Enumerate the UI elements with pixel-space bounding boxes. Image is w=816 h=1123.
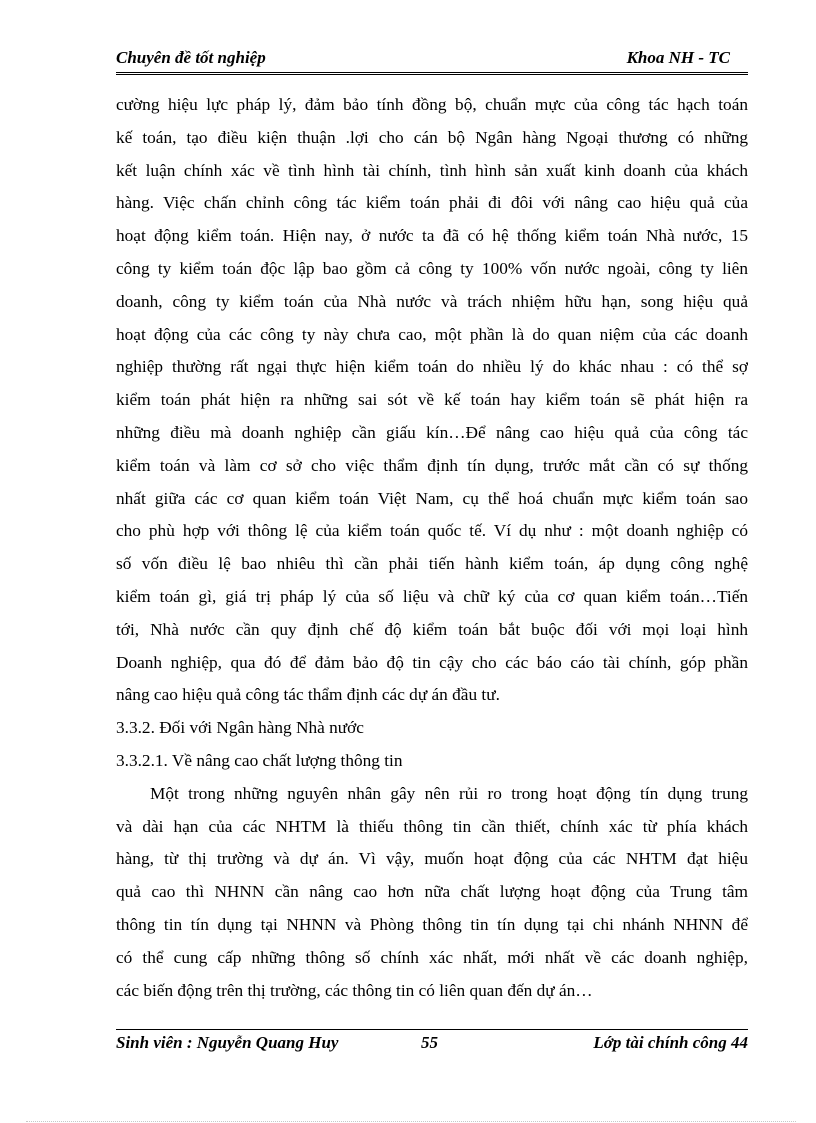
- text-line: những điều mà doanh nghiệp cần giấu kín…Để nâng cao hiệu quả của công tác: [116, 422, 748, 442]
- page-edge-divider: [26, 1121, 796, 1122]
- text-line: kết luận chính xác về tình hình tài chính, tình hình sản xuất kinh doanh của khách: [116, 160, 748, 180]
- text-line: hàng. Việc chấn chỉnh công tác kiểm toán phải đi đôi với nâng cao hiệu quả của: [116, 193, 748, 213]
- text-line: có thể cung cấp những thông số chính xác nhất, mới nhất về các doanh nghiệp,: [116, 947, 748, 967]
- header-department: Khoa NH - TC: [626, 48, 730, 67]
- text-line: Doanh nghiệp, qua đó để đảm bảo độ tin cậy cho các báo cáo tài chính, góp phần: [116, 652, 748, 672]
- text-line: hoạt động của các công ty này chưa cao, một phần là do quan niệm của các doanh: [116, 324, 748, 344]
- text-line: thông tin tín dụng tại NHNN và Phòng thông tin tín dụng tại chi nhánh NHNN để: [116, 914, 748, 934]
- text-line: cho phù hợp với thông lệ của kiểm toán quốc tế. Ví dụ như : một doanh nghiệp có: [116, 521, 748, 541]
- text-line: Một trong những nguyên nhân gây nên rủi ro trong hoạt động tín dụng trung: [150, 783, 748, 803]
- text-line: kiểm toán và làm cơ sở cho việc thẩm định tín dụng, trước mắt cần có sự thống: [116, 455, 748, 475]
- footer-student: Sinh viên : Nguyễn Quang Huy: [116, 1033, 339, 1052]
- text-line: công ty kiểm toán độc lập bao gồm cả công ty 100% vốn nước ngoài, công ty liên: [116, 258, 748, 278]
- header-title: Chuyên đề tốt nghiệp: [116, 48, 266, 67]
- text-line: kiểm toán gì, giá trị pháp lý của số liệu và chữ ký của cơ quan kiểm toán…Tiến: [116, 586, 748, 606]
- text-line: doanh, công ty kiểm toán của Nhà nước và trách nhiệm hữu hạn, song hiệu quả: [116, 291, 748, 311]
- page-number: 55: [421, 1033, 438, 1052]
- text-line: 3.3.2. Đối với Ngân hàng Nhà nước: [116, 718, 364, 738]
- text-line: nâng cao hiệu quả công tác thẩm định các dự án đầu tư.: [116, 685, 500, 705]
- text-line: 3.3.2.1. Về nâng cao chất lượng thông tin: [116, 750, 403, 770]
- footer-class: Lớp tài chính công 44: [593, 1033, 748, 1052]
- text-line: và dài hạn của các NHTM là thiếu thông tin cần thiết, chính xác từ phía khách: [116, 816, 748, 836]
- text-line: kế toán, tạo điều kiện thuận .lợi cho cán bộ Ngân hàng Ngoại thương có những: [116, 127, 748, 147]
- text-line: nhất giữa các cơ quan kiểm toán Việt Nam, cụ thể hoá chuẩn mực kiểm toán sao: [116, 488, 748, 508]
- body-text: [116, 89, 748, 1007]
- text-line: số vốn điều lệ bao nhiêu thì cần phải tiến hành kiểm toán, áp dụng công nghệ: [116, 554, 748, 574]
- text-line: nghiệp thường rất ngại thực hiện kiểm toán do nhiều lý do khác nhau : có thể sợ: [116, 357, 748, 377]
- text-line: tới, Nhà nước cần quy định chế độ kiểm toán bắt buộc đối với mọi loại hình: [116, 619, 748, 639]
- text-line: cường hiệu lực pháp lý, đảm bảo tính đồng bộ, chuẩn mực của công tác hạch toán: [116, 95, 748, 114]
- text-line: hàng, từ thị trường và dự án. Vì vậy, muốn hoạt động của các NHTM đạt hiệu: [116, 849, 748, 869]
- page-header: [116, 48, 748, 75]
- text-line: kiểm toán phát hiện ra những sai sót về kế toán hay kiểm toán sẽ phát hiện ra: [116, 390, 748, 410]
- text-line: các biến động trên thị trường, các thông tin có liên quan đến dự án…: [116, 980, 593, 1000]
- page-footer: [116, 1029, 748, 1058]
- text-line: hoạt động kiểm toán. Hiện nay, ở nước ta đã có hệ thống kiểm toán Nhà nước, 15: [116, 226, 748, 246]
- text-line: quả cao thì NHNN cần nâng cao hơn nữa chất lượng hoạt động của Trung tâm: [116, 882, 748, 902]
